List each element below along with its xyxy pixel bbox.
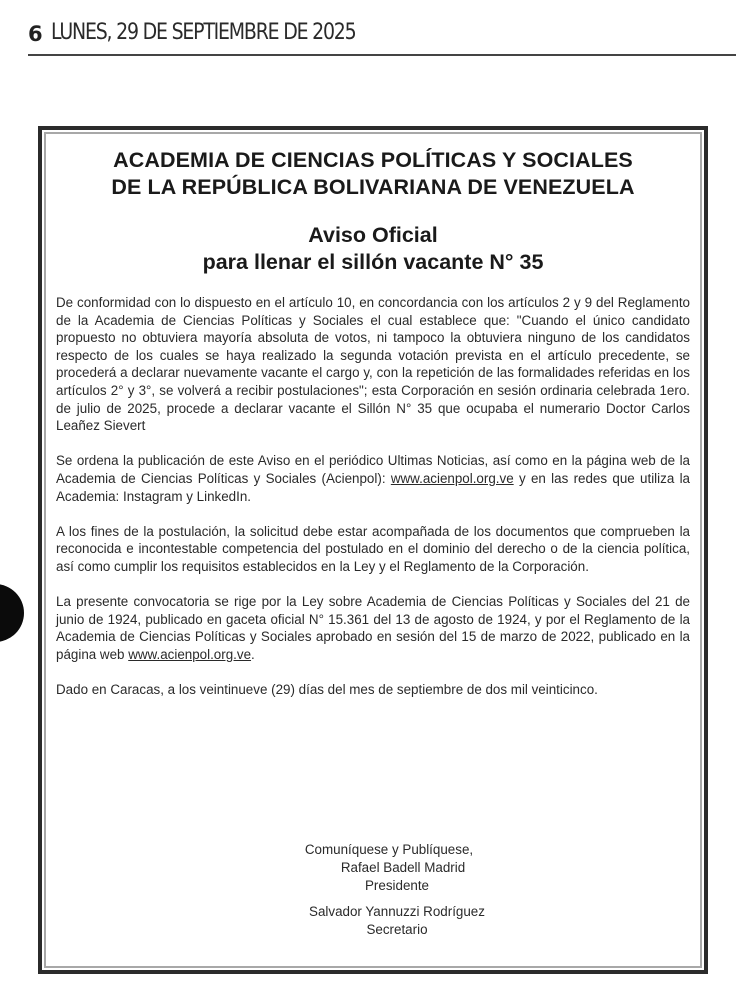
paragraph-publication-text-end: y en las redes que utiliza la Academia: Instagram y LinkedIn. — [56, 470, 690, 504]
notice-title-line2: para llenar el sillón vacante N° 35 — [202, 250, 544, 274]
publication-date: LUNES, 29 DE SEPTIEMBRE DE 2025 — [51, 20, 356, 45]
president-name: Rafael Badell Madrid — [340, 860, 466, 875]
page-number: 6 — [28, 22, 43, 46]
organization-heading-line2: DE LA REPÚBLICA BOLIVARIANA DE VENEZUELA — [111, 175, 635, 199]
signature-block — [42, 841, 704, 939]
organization-heading — [42, 147, 704, 201]
signature-closing: Comuníquese y Publíquese, — [304, 842, 474, 857]
registration-mark-circle — [0, 584, 24, 642]
paragraph-publication-text: Se ordena la publicación de este Aviso en el periódico Ultimas Noticias, así como en la página web de la Academia de Ciencias Políticas y Sociales (Acienpol): — [56, 453, 690, 486]
official-notice-box — [38, 126, 708, 974]
paragraph-requirements: A los fines de la postulación, la solicitud debe estar acompañada de los documentos que comprueben la reconocida e incontestable competencia del postulado en el dominio del derecho o de la ciencia política, así como cumplir los requisitos establecidos en la Ley y el Reglamento de la Corporación. — [56, 523, 690, 574]
organization-heading-line1: ACADEMIA DE CIENCIAS POLÍTICAS Y SOCIALES — [113, 148, 633, 172]
secretary-name: Salvador Yannuzzi Rodríguez — [309, 904, 485, 919]
paragraph-governing-law-end: . — [251, 646, 255, 662]
paragraph-date-place: Dado en Caracas, a los veintinueve (29) días del mes de septiembre de dos mil veinticinco. — [56, 682, 598, 698]
notice-title-line1: Aviso Oficial — [308, 223, 438, 247]
newspaper-page-header — [28, 20, 736, 56]
acienpol-website-link[interactable]: www.acienpol.org.ve — [390, 470, 514, 486]
paragraph-governing-law-text: La presente convocatoria se rige por la Ley sobre Academia de Ciencias Políticas y Sociales del 21 de junio de 1924, publicado en gaceta oficial N° 15.361 del 13 de agosto de 1924, y por el Reglamento de la Academia de Ciencias Políticas y Sociales aprobado en sesión del 15 de marzo de 2022, publicado en la página web — [56, 594, 690, 662]
notice-body — [56, 294, 690, 716]
acienpol-website-link-2[interactable]: www.acienpol.org.ve — [128, 646, 252, 662]
paragraph-governing-law — [56, 593, 690, 663]
paragraph-publication — [56, 452, 690, 505]
notice-title — [42, 222, 704, 276]
paragraph-legal-basis: De conformidad con lo dispuesto en el artículo 10, en concordancia con los artículos 2 y 9 del Reglamento de la Academia de Ciencias Políticas y Sociales el cual establece que: "Cuando el único candidato propuesto no obtuviera mayoría absoluta de votos, ni tampoco la obtuviera ninguno de los candidatos respecto de los cuales se haya realizado la segunda votación prevista en el artículo precedente, se procederá a declarar nuevamente vacante el cargo y, con la repetición de las formalidades referidas en los artículos 2° y 3°, se volverá a recibir postulaciones"; esta Corporación en sesión ordinaria celebrada 1ero. de julio de 2025, procede a declarar vacante el Sillón N° 35 que ocupaba el numerario Doctor Carlos Leañez Sievert — [56, 295, 690, 434]
secretary-title: Secretario — [366, 922, 428, 937]
president-title: Presidente — [364, 878, 430, 893]
